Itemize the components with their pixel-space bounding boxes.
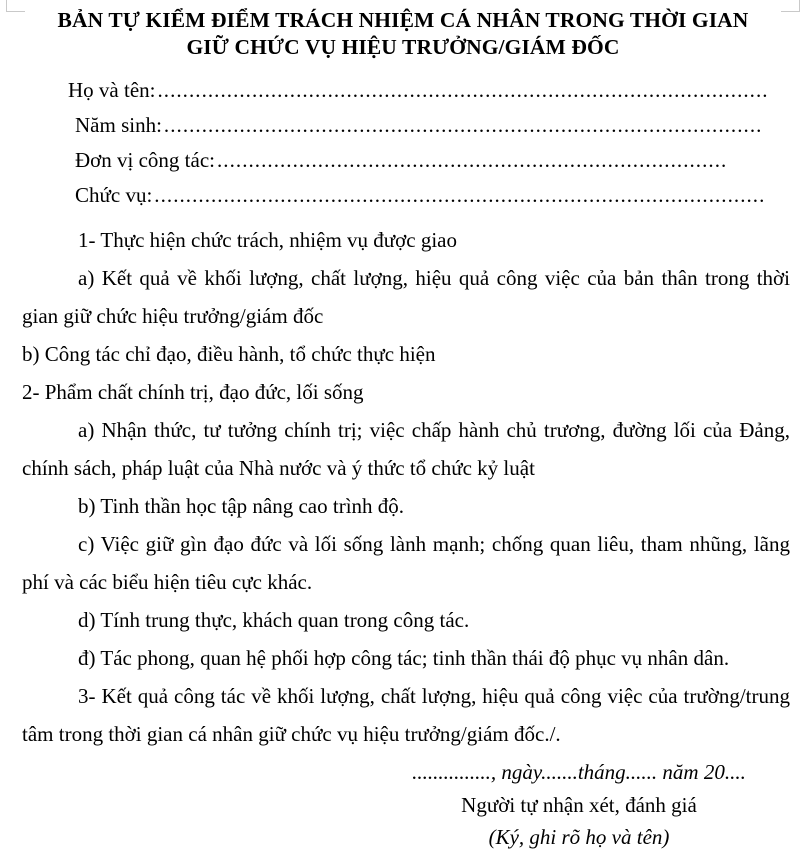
section-2-item-a: a) Nhận thức, tư tưởng chính trị; việc chấp hành chủ trương, đường lối của Đảng, chính sách, pháp luật của Nhà nước và ý thức tổ chức kỷ luật	[22, 418, 790, 480]
section-2-item-d: d) Tính trung thực, khách quan trong công tác.	[78, 608, 470, 632]
field-row-position	[22, 178, 795, 213]
section-3-heading: 3- Kết quả công tác về khối lượng, chất lượng, hiệu quả công việc của trường/trung tâm trong thời gian cá nhân giữ chức vụ hiệu trưởng/giám đốc./.	[22, 684, 790, 746]
field-label-birth-year: Năm sinh:	[75, 113, 162, 137]
section-2-item-dd: đ) Tác phong, quan hệ phối hợp công tác; tinh thần thái độ phục vụ nhân dân.	[78, 646, 730, 670]
signature-instruction-note: (Ký, ghi rõ họ và tên)	[488, 825, 670, 849]
section-1-item-a: a) Kết quả về khối lượng, chất lượng, hiệu quả công việc của bản thân trong thời gian giữ chức hiệu trưởng/giám đốc	[22, 266, 790, 328]
field-label-position: Chức vụ:	[75, 183, 153, 207]
field-row-full-name	[22, 73, 795, 108]
form-fields	[0, 73, 806, 213]
field-row-birth-year	[22, 108, 795, 143]
field-input-position[interactable]: .................................................................................................	[154, 183, 766, 207]
section-2-item-b: b) Tinh thần học tập nâng cao trình độ.	[78, 494, 405, 518]
signature-date-line[interactable]: ..............., ngày.......tháng...... năm 20....	[412, 760, 746, 784]
document-title-line-1: BẢN TỰ KIỂM ĐIỂM TRÁCH NHIỆM CÁ NHÂN TRONG THỜI GIAN	[57, 8, 749, 32]
field-input-birth-year[interactable]: ...............................................................................................	[163, 113, 763, 137]
field-label-work-unit: Đơn vị công tác:	[75, 148, 215, 172]
section-1-item-b: b) Công tác chỉ đạo, điều hành, tổ chức thực hiện	[22, 342, 436, 366]
signature-block	[0, 755, 806, 853]
document-title	[14, 0, 792, 61]
document-title-line-2: GIỮ CHỨC VỤ HIỆU TRƯỞNG/GIÁM ĐỐC	[186, 35, 620, 59]
document-body	[0, 221, 806, 753]
field-label-full-name: Họ và tên:	[68, 78, 156, 102]
section-2-heading: 2- Phẩm chất chính trị, đạo đức, lối sống	[22, 380, 364, 404]
signature-role-label: Người tự nhận xét, đánh giá	[461, 793, 697, 817]
field-input-full-name[interactable]: .................................................................................................	[157, 78, 769, 102]
field-input-work-unit[interactable]: .................................................................................	[217, 148, 728, 172]
field-row-work-unit	[22, 143, 795, 178]
section-2-item-c: c) Việc giữ gìn đạo đức và lối sống lành mạnh; chống quan liêu, tham nhũng, lãng phí và các biểu hiện tiêu cực khác.	[22, 532, 790, 594]
section-1-heading: 1- Thực hiện chức trách, nhiệm vụ được giao	[78, 228, 457, 252]
